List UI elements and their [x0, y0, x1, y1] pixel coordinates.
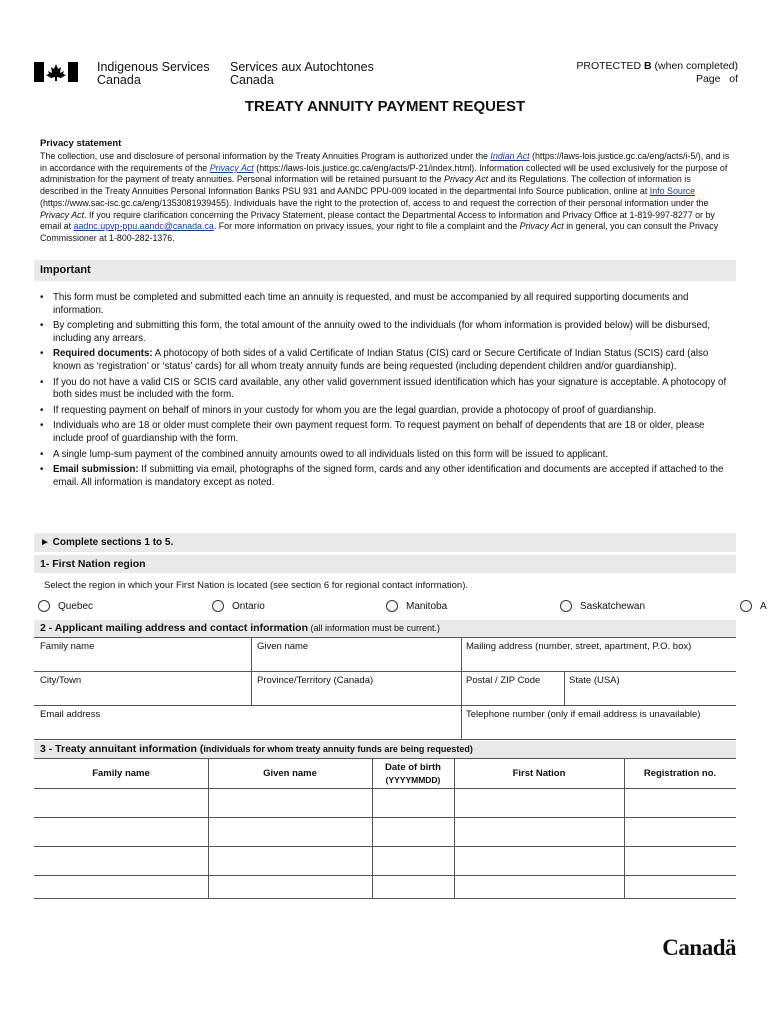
- section2-title: 2 - Applicant mailing address and contact information: [40, 622, 308, 634]
- col-dob-label: Date of birth: [385, 762, 441, 773]
- section2-heading: [34, 620, 736, 637]
- protected-suffix: (when completed): [651, 60, 738, 72]
- radio-circle-icon[interactable]: [38, 600, 50, 612]
- email-field[interactable]: Email address: [40, 709, 101, 720]
- list-item-bold: Required documents:: [53, 348, 153, 360]
- col-dob-format: (YYYYMMDD): [385, 775, 441, 785]
- radio-circle-icon[interactable]: [212, 600, 224, 612]
- region-radio-manitoba[interactable]: [386, 600, 447, 614]
- section3-subtitle: individuals for whom treaty annuity funds are being requested): [203, 744, 473, 754]
- given-name-field[interactable]: Given name: [257, 641, 309, 652]
- privacy-act-ref: Privacy Act: [519, 221, 564, 232]
- telephone-field[interactable]: Telephone number (only if email address is unavailable): [466, 709, 701, 720]
- region-radio-quebec[interactable]: [38, 600, 93, 614]
- indian-act-link[interactable]: Indian Act: [490, 151, 530, 161]
- radio-label: A: [760, 601, 767, 612]
- radio-circle-icon[interactable]: [740, 600, 752, 612]
- dept-fr-line2: Canada: [230, 73, 274, 87]
- list-item-bold: Email submission:: [53, 464, 139, 476]
- col-given-name: Given name: [263, 768, 317, 779]
- canada-flag-icon: [34, 62, 78, 82]
- privacy-act-ref: Privacy Act: [444, 174, 489, 185]
- protected-label: [576, 60, 738, 86]
- privacy-email-link[interactable]: aadnc.upvp-ppu.aandc@canada.ca: [73, 221, 214, 232]
- list-item: [40, 348, 730, 373]
- dept-en-line1: Indigenous Services: [97, 60, 210, 74]
- section3-title: 3 - Treaty annuitant information (: [40, 743, 204, 755]
- section2-note: (all information must be current.): [307, 623, 441, 633]
- privacy-text: (https://laws-lois.justice.gc.ca/eng/acts/P-21/index.html). Information collected will be used exclusively for the purpose of administration for the payment of treaty annuities. Personal information will be retained pursuant to the: [40, 162, 728, 185]
- applicant-info-grid: [34, 637, 736, 740]
- department-name-en: [97, 61, 210, 87]
- privacy-text: . If you require clarification concerning the Privacy Statement, please contact the Departmental Access to Information and Privacy Office at 1-819-997-8277 or by email at: [40, 209, 715, 232]
- list-item: [40, 464, 730, 489]
- section1-instruction: Select the region in which your First Nation is located (see section 6 for regional contact information).: [44, 580, 469, 591]
- col-registration-no: Registration no.: [643, 768, 717, 779]
- family-name-field[interactable]: Family name: [40, 641, 95, 652]
- list-item: • By completing and submitting this form, the total amount of the annuity owed to the individuals (for whom information is provided below) will be disbursed, including any arrears.: [40, 320, 730, 345]
- state-field[interactable]: State (USA): [569, 675, 620, 686]
- complete-sections-banner: ► Complete sections 1 to 5.: [34, 533, 736, 552]
- radio-circle-icon[interactable]: [560, 600, 572, 612]
- section1-heading: 1- First Nation region: [34, 555, 736, 573]
- privacy-text: and its Regulations. The collection of information is described in the Treaty Annuities Personal Information Banks PSU 931 and AANDC PPU-009 located in the departmental Info Source publication, online at: [40, 174, 691, 197]
- mailing-address-field[interactable]: Mailing address (number, street, apartment, P.O. box): [466, 641, 692, 652]
- protected-prefix: PROTECTED: [576, 60, 645, 72]
- list-item-text: A photocopy of both sides of a valid Certificate of Indian Status (CIS) card or Secure Certificate of Indian Status (SCIS) card (also known as ‘registration’ or ‘status’ cards) for all whom treaty annuity funds are being requested (including dependent children and/or guardianship).: [53, 348, 709, 372]
- list-item: • This form must be completed and submitted each time an annuity is requested, and must be accompanied by all required supporting documents and information.: [40, 292, 730, 317]
- privacy-text: The collection, use and disclosure of personal information by the Treaty Annuities Program is authorized under the: [40, 151, 491, 161]
- city-field[interactable]: City/Town: [40, 675, 82, 686]
- table-row[interactable]: [34, 847, 736, 875]
- radio-label: Ontario: [232, 601, 265, 612]
- privacy-text: (https://www.sac-isc.gc.ca/eng/1353081939455). Individuals have the right to the protection of, access to and request the correction of their personal information under the: [40, 197, 709, 208]
- postal-code-field[interactable]: Postal / ZIP Code: [466, 675, 541, 686]
- important-list: [40, 292, 730, 492]
- region-radio-alberta[interactable]: [740, 600, 767, 614]
- dept-fr-line1: Services aux Autochtones: [230, 60, 374, 74]
- table-row[interactable]: [34, 789, 736, 817]
- protected-letter: B: [644, 60, 652, 72]
- radio-label: Manitoba: [406, 601, 448, 612]
- privacy-text: . For more information on privacy issues, your right to file a complaint and the: [213, 221, 520, 232]
- table-row[interactable]: [34, 818, 736, 846]
- canada-wordmark: Canadä: [662, 935, 736, 960]
- list-item: • A single lump-sum payment of the combined annuity amounts owed to all individuals listed on this form will be issued to applicant.: [40, 449, 730, 462]
- list-item-text: If submitting via email, photographs of the signed form, cards and any other identification and documents are accepted if attached to the email. All information is mandatory except as noted.: [53, 464, 724, 488]
- form-title: TREATY ANNUITY PAYMENT REQUEST: [244, 98, 526, 115]
- radio-label: Quebec: [58, 601, 94, 612]
- privacy-act-ref: Privacy Act: [40, 209, 85, 220]
- info-source-link[interactable]: Info Source: [649, 186, 696, 197]
- list-item: • If you do not have a valid CIS or SCIS card available, any other valid government issued identification which has your signature is acceptable. A photocopy of both sides must be included with the form.: [40, 377, 730, 402]
- dept-en-line2: Canada: [97, 73, 141, 87]
- page-label: Page of: [695, 73, 738, 85]
- annuitant-table: [34, 758, 736, 898]
- region-radio-ontario[interactable]: [212, 600, 265, 614]
- radio-circle-icon[interactable]: [386, 600, 398, 612]
- province-field[interactable]: Province/Territory (Canada): [257, 675, 374, 686]
- col-family-name: Family name: [92, 768, 150, 779]
- important-heading: Important: [34, 260, 736, 281]
- radio-label: Saskatchewan: [580, 601, 646, 612]
- region-radio-saskatchewan[interactable]: [560, 600, 645, 614]
- privacy-heading: Privacy statement: [40, 138, 122, 149]
- list-item: • If requesting payment on behalf of minors in your custody for whom you are the legal guardian, provide a photocopy of proof of guardianship.: [40, 405, 730, 418]
- privacy-text: (https://laws-lois.justice.gc.ca/eng/acts/i-5/), and is in accordance with the requirements of the: [40, 151, 730, 173]
- department-name-fr: [230, 61, 374, 87]
- section3-heading: [34, 741, 736, 758]
- col-first-nation: First Nation: [512, 768, 566, 779]
- privacy-act-link[interactable]: Privacy Act: [209, 162, 254, 173]
- privacy-text: in general, you can consult the Privacy Commissioner at 1-800-282-1376.: [40, 221, 719, 243]
- privacy-statement: [40, 151, 730, 245]
- col-date-of-birth: [372, 762, 454, 786]
- list-item: • Individuals who are 18 or older must complete their own payment request form. To request payment on behalf of dependents that are 18 or older, please include proof of guardianship with the form.: [40, 420, 730, 445]
